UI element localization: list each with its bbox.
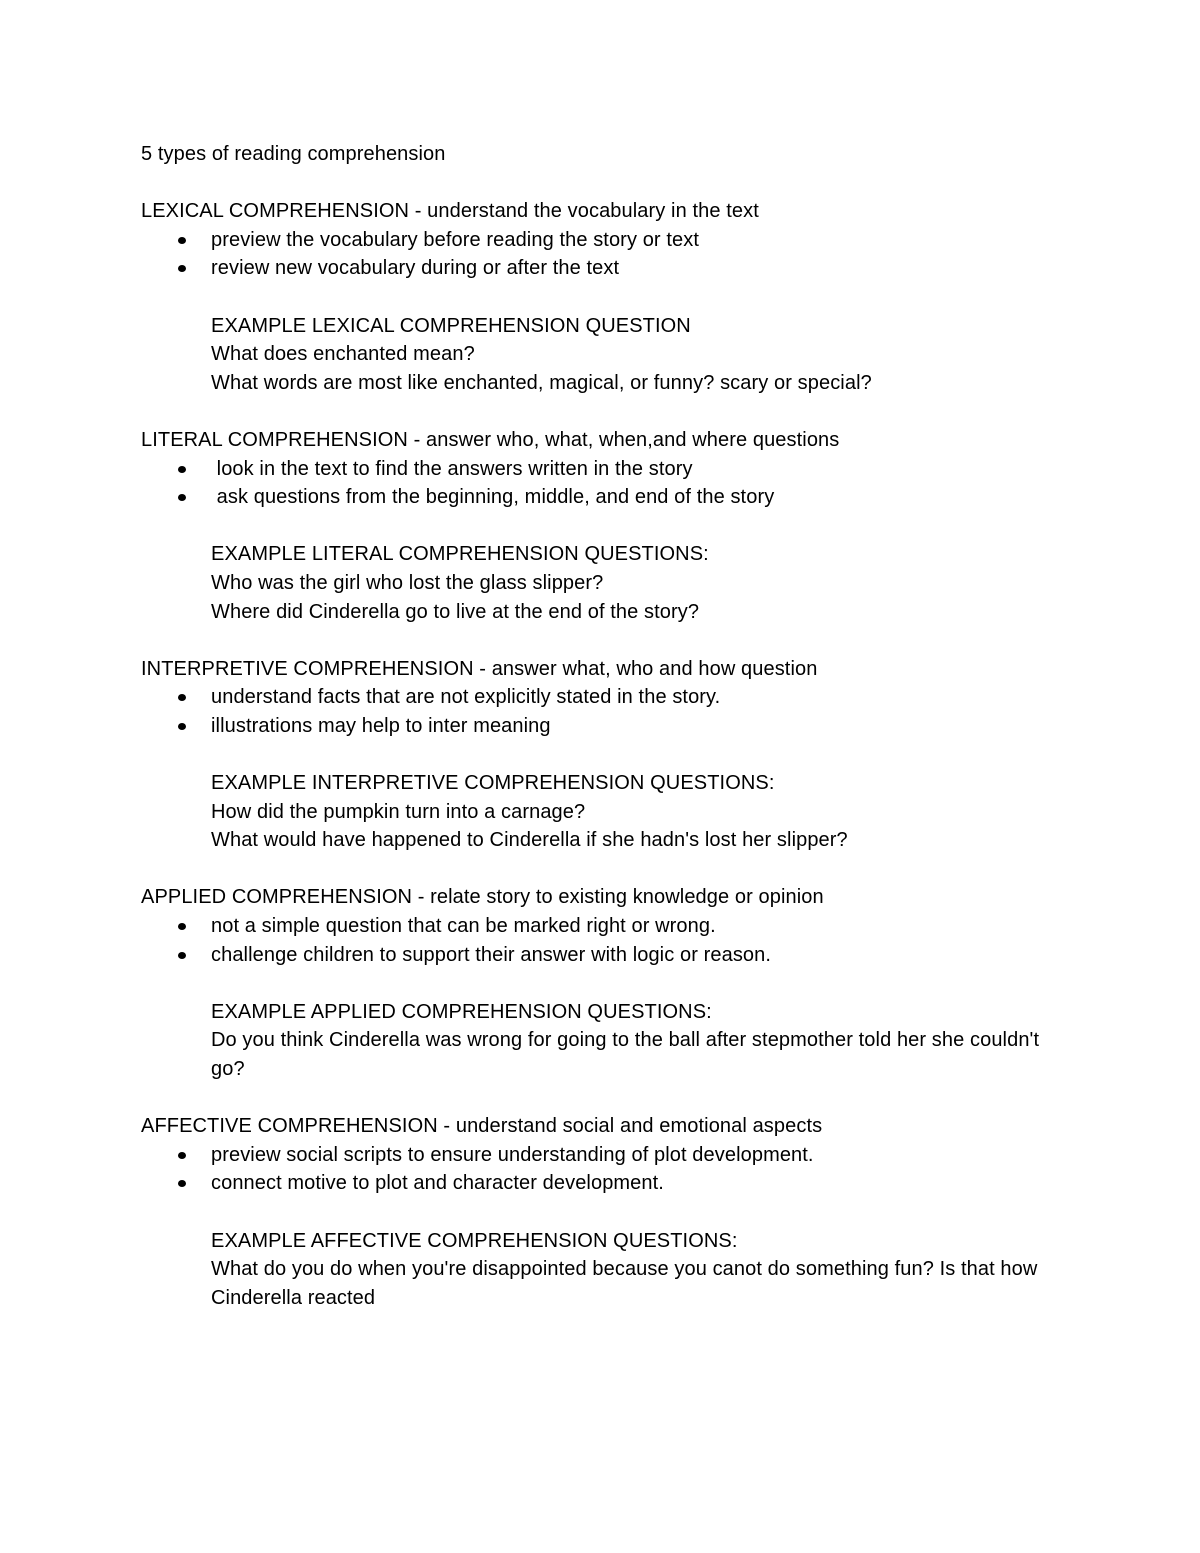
bullet-icon — [178, 494, 186, 501]
list-item-text: not a simple question that can be marked right or wrong. — [211, 915, 716, 938]
list-item-text: review new vocabulary during or after the text — [211, 257, 620, 280]
example-heading: EXAMPLE INTERPRETIVE COMPREHENSION QUESTIONS: — [211, 772, 775, 795]
example-question: Do you think Cinderella was wrong for going to the ball after stepmother told her she couldn't go? — [211, 1029, 1040, 1080]
list-item — [141, 455, 1061, 484]
list-item-text: challenge children to support their answer with logic or reason. — [211, 943, 772, 966]
section-heading: AFFECTIVE COMPREHENSION - understand social and emotional aspects — [141, 1115, 823, 1138]
blank-line — [141, 740, 1061, 769]
bullet-icon — [178, 265, 186, 272]
blank-line — [141, 855, 1061, 884]
example-question: What words are most like enchanted, magical, or funny? scary or special? — [211, 371, 872, 394]
list-item — [141, 226, 1061, 255]
blank-line — [141, 1084, 1061, 1113]
section-heading: APPLIED COMPREHENSION - relate story to existing knowledge or opinion — [141, 886, 824, 909]
bullet-list — [141, 683, 1061, 740]
list-item-text: ask questions from the beginning, middle, and end of the story — [211, 486, 775, 509]
blank-line — [141, 397, 1061, 426]
example-heading: EXAMPLE LITERAL COMPREHENSION QUESTIONS: — [211, 543, 709, 566]
list-item-text: illustrations may help to inter meaning — [211, 714, 551, 737]
example-block — [141, 769, 1061, 855]
list-item-text: preview social scripts to ensure understanding of plot development. — [211, 1143, 814, 1166]
blank-line — [141, 969, 1061, 998]
list-item — [141, 1169, 1061, 1198]
list-item — [141, 483, 1061, 512]
list-item-text: preview the vocabulary before reading the story or text — [211, 228, 699, 251]
bullet-icon — [178, 694, 186, 701]
bullet-icon — [178, 1180, 186, 1187]
section-affective — [141, 1112, 1061, 1312]
list-item-text: connect motive to plot and character development. — [211, 1172, 664, 1195]
bullet-icon — [178, 1152, 186, 1159]
bullet-list — [141, 1141, 1061, 1198]
bullet-icon — [178, 723, 186, 730]
section-heading: LITERAL COMPREHENSION - answer who, what, when,and where questions — [141, 428, 840, 451]
example-heading: EXAMPLE LEXICAL COMPREHENSION QUESTION — [211, 314, 691, 337]
section-interpretive — [141, 655, 1061, 884]
bullet-icon — [178, 923, 186, 930]
bullet-list — [141, 912, 1061, 969]
example-question: What does enchanted mean? — [211, 343, 475, 366]
blank-line — [141, 169, 1061, 198]
example-question: What do you do when you're disappointed because you canot do something fun? Is that how Cinderella reacted — [211, 1258, 1038, 1309]
bullet-icon — [178, 466, 186, 473]
bullet-list — [141, 455, 1061, 512]
section-literal — [141, 426, 1061, 655]
example-block — [141, 540, 1061, 626]
section-heading: INTERPRETIVE COMPREHENSION - answer what, who and how question — [141, 657, 818, 680]
example-question: Where did Cinderella go to live at the end of the story? — [211, 600, 700, 623]
section-lexical — [141, 197, 1061, 426]
blank-line — [141, 512, 1061, 541]
example-block — [141, 998, 1061, 1084]
bullet-list — [141, 226, 1061, 283]
bullet-icon — [178, 952, 186, 959]
blank-line — [141, 626, 1061, 655]
example-question: How did the pumpkin turn into a carnage? — [211, 800, 586, 823]
document-body — [141, 140, 1061, 1312]
list-item — [141, 1141, 1061, 1170]
list-item-text: understand facts that are not explicitly stated in the story. — [211, 686, 721, 709]
blank-line — [141, 1198, 1061, 1227]
document-title: 5 types of reading comprehension — [141, 143, 446, 165]
list-item — [141, 912, 1061, 941]
example-question: What would have happened to Cinderella if she hadn's lost her slipper? — [211, 829, 848, 852]
list-item — [141, 941, 1061, 970]
section-applied — [141, 883, 1061, 1112]
list-item — [141, 683, 1061, 712]
list-item-text: look in the text to find the answers written in the story — [211, 457, 693, 480]
bullet-icon — [178, 237, 186, 244]
list-item — [141, 254, 1061, 283]
example-block — [141, 1227, 1061, 1313]
blank-line — [141, 283, 1061, 312]
section-heading: LEXICAL COMPREHENSION - understand the vocabulary in the text — [141, 200, 759, 223]
example-heading: EXAMPLE APPLIED COMPREHENSION QUESTIONS: — [211, 1000, 712, 1023]
list-item — [141, 712, 1061, 741]
example-heading: EXAMPLE AFFECTIVE COMPREHENSION QUESTIONS: — [211, 1229, 738, 1252]
example-question: Who was the girl who lost the glass slipper? — [211, 571, 604, 594]
example-block — [141, 312, 1061, 398]
